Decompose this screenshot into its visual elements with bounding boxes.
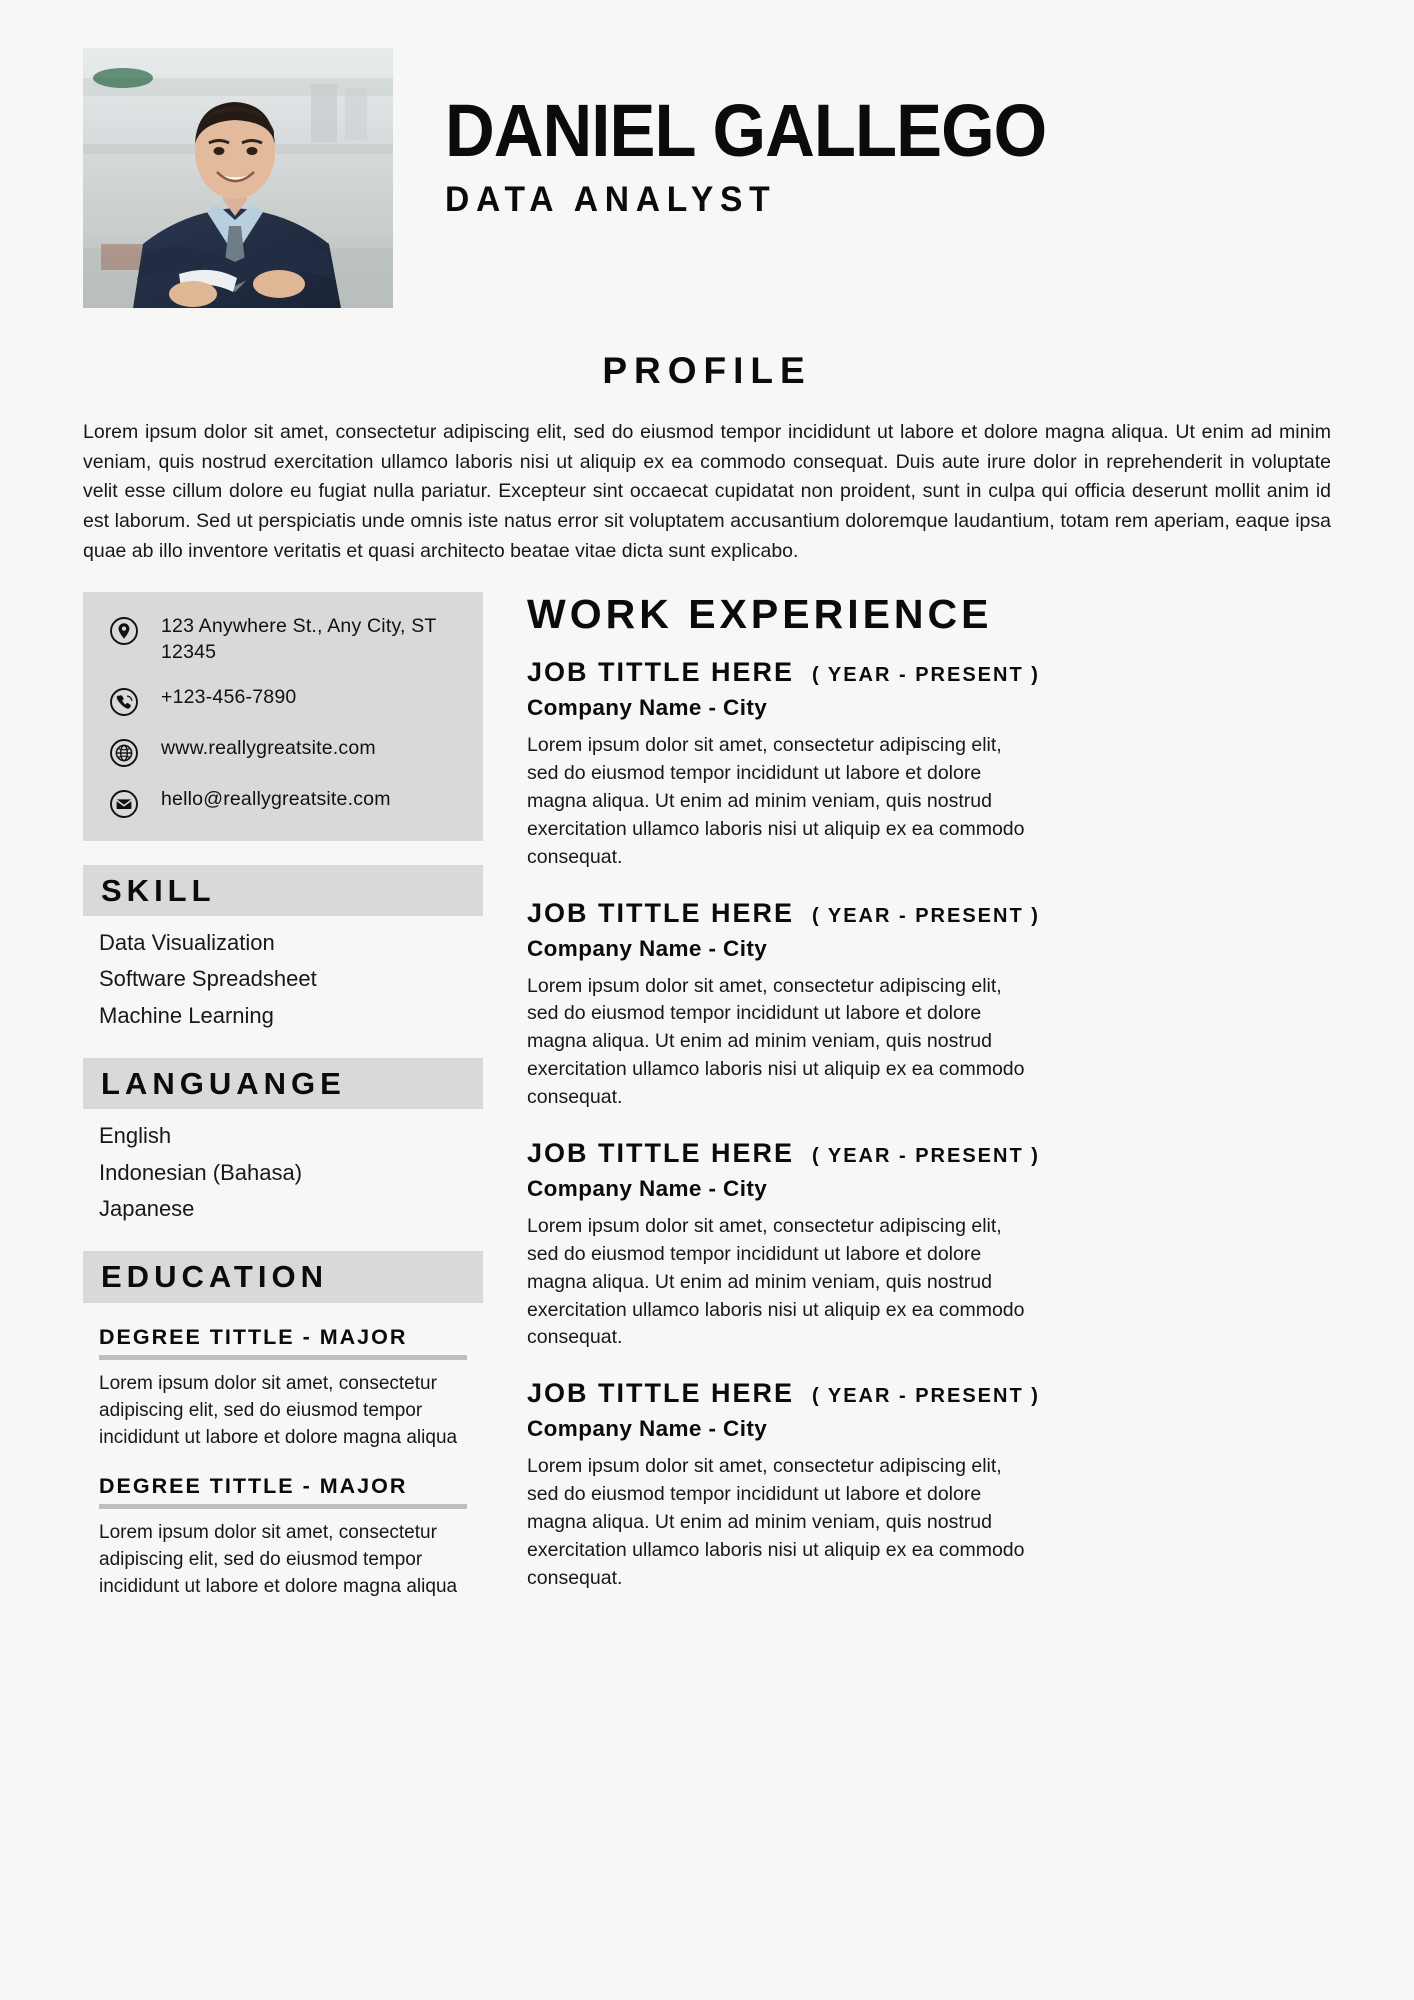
profile-heading: PROFILE	[602, 350, 812, 391]
education-section-header	[83, 1251, 483, 1302]
skill-heading: SKILL	[101, 872, 216, 908]
skill-section-header	[83, 865, 483, 916]
contact-website-text[interactable]: www.reallygreatsite.com	[161, 736, 376, 759]
education-description: Lorem ipsum dolor sit amet, consectetur adipiscing elit, sed do eiusmod tempor incididunt ut labore et dolore magna aliqua	[99, 1521, 458, 1597]
education-entry	[83, 1325, 483, 1452]
avatar	[83, 48, 393, 308]
job-entry	[527, 1138, 1331, 1352]
job-header	[527, 1138, 1331, 1169]
list-item: Japanese	[99, 1196, 195, 1222]
job-entry	[527, 898, 1331, 1112]
list-item: Machine Learning	[99, 1002, 274, 1028]
education-degree-title: DEGREE TITTLE - MAJOR	[99, 1324, 408, 1349]
contact-row-email	[83, 787, 483, 819]
header	[0, 0, 1414, 308]
job-description: Lorem ipsum dolor sit amet, consectetur adipiscing elit, sed do eiusmod tempor incididunt ut labore et dolore magna aliqua. Ut enim ad minim veniam, quis nostrud exercitation ullamco laboris nisi ut aliquip ex ea commodo consequat.	[527, 1455, 1025, 1589]
location-pin-icon	[109, 616, 139, 646]
education-underline	[99, 1504, 467, 1509]
language-heading: LANGUANGE	[101, 1065, 346, 1101]
job-years: ( YEAR - PRESENT )	[812, 904, 1040, 927]
content-columns	[0, 592, 1414, 1600]
job-company: Company Name - City	[527, 1416, 768, 1442]
work-column	[483, 592, 1331, 1600]
job-title: JOB TITTLE HERE	[527, 1378, 795, 1409]
job-header	[527, 657, 1331, 688]
list-item: Indonesian (Bahasa)	[99, 1159, 303, 1185]
list-item: English	[99, 1123, 172, 1149]
header-text	[393, 48, 1414, 308]
job-header	[527, 1378, 1331, 1409]
globe-icon	[109, 738, 139, 768]
job-company: Company Name - City	[527, 1175, 768, 1201]
job-title: JOB TITTLE HERE	[527, 657, 795, 688]
job-entry	[527, 1378, 1331, 1592]
work-experience-heading: WORK EXPERIENCE	[527, 591, 993, 638]
job-title: JOB TITTLE HERE	[527, 1137, 795, 1168]
profile-paragraph: Lorem ipsum dolor sit amet, consectetur adipiscing elit, sed do eiusmod tempor incididunt ut labore et dolore magna aliqua. Ut enim ad minim veniam, quis nostrud exercitation ullamco laboris nisi ut aliquip ex ea commodo consequat. Duis aute irure dolor in reprehenderit in voluptate velit esse cillum dolore eu fugiat nulla pariatur. Excepteur sint occaecat cupidatat non proident, sunt in culpa qui officia deserunt mollit anim id est laborum. Sed ut perspiciatis unde omnis iste natus error sit voluptatem accusantium doloremque laudantium, totam rem aperiam, eaque ipsa quae ab illo inventore veritatis et quasi architecto beatae vitae dicta sunt explicabo.	[83, 421, 1331, 562]
job-years: ( YEAR - PRESENT )	[812, 664, 1040, 687]
profile-photo-image	[83, 48, 393, 308]
education-description: Lorem ipsum dolor sit amet, consectetur adipiscing elit, sed do eiusmod tempor incididunt ut labore et dolore magna aliqua	[99, 1372, 458, 1448]
sidebar-column	[83, 592, 483, 1600]
language-section-header	[83, 1058, 483, 1109]
contact-row-phone	[83, 685, 483, 717]
job-description: Lorem ipsum dolor sit amet, consectetur adipiscing elit, sed do eiusmod tempor incididunt ut labore et dolore magna aliqua. Ut enim ad minim veniam, quis nostrud exercitation ullamco laboris nisi ut aliquip ex ea commodo consequat.	[527, 734, 1025, 868]
contact-block	[83, 592, 483, 840]
contact-row-website	[83, 736, 483, 768]
job-description: Lorem ipsum dolor sit amet, consectetur adipiscing elit, sed do eiusmod tempor incididunt ut labore et dolore magna aliqua. Ut enim ad minim veniam, quis nostrud exercitation ullamco laboris nisi ut aliquip ex ea commodo consequat.	[527, 1214, 1025, 1349]
job-role-subtitle: DATA ANALYST	[445, 180, 777, 220]
job-company: Company Name - City	[527, 695, 768, 721]
job-company: Company Name - City	[527, 935, 768, 961]
job-description: Lorem ipsum dolor sit amet, consectetur adipiscing elit, sed do eiusmod tempor incididunt ut labore et dolore magna aliqua. Ut enim ad minim veniam, quis nostrud exercitation ullamco laboris nisi ut aliquip ex ea commodo consequat.	[527, 974, 1025, 1109]
job-header	[527, 898, 1331, 929]
phone-icon	[109, 687, 139, 717]
contact-email-text[interactable]: hello@reallygreatsite.com	[161, 787, 391, 810]
skill-list	[83, 925, 483, 1034]
job-years: ( YEAR - PRESENT )	[812, 1144, 1040, 1167]
page-title: DANIEL GALLEGO	[445, 89, 1047, 172]
education-underline	[99, 1355, 467, 1360]
list-item: Data Visualization	[99, 930, 275, 956]
list-item: Software Spreadsheet	[99, 966, 317, 992]
contact-address-text: 123 Anywhere St., Any City, ST 12345	[161, 615, 437, 663]
education-entry	[83, 1474, 483, 1601]
job-years: ( YEAR - PRESENT )	[812, 1385, 1040, 1408]
contact-phone-text: +123-456-7890	[161, 685, 297, 708]
job-title: JOB TITTLE HERE	[527, 897, 795, 928]
contact-row-address	[83, 614, 483, 665]
job-entry	[527, 657, 1331, 871]
education-degree-title: DEGREE TITTLE - MAJOR	[99, 1473, 408, 1498]
education-heading: EDUCATION	[101, 1259, 328, 1295]
envelope-icon	[109, 789, 139, 819]
language-list	[83, 1118, 483, 1227]
